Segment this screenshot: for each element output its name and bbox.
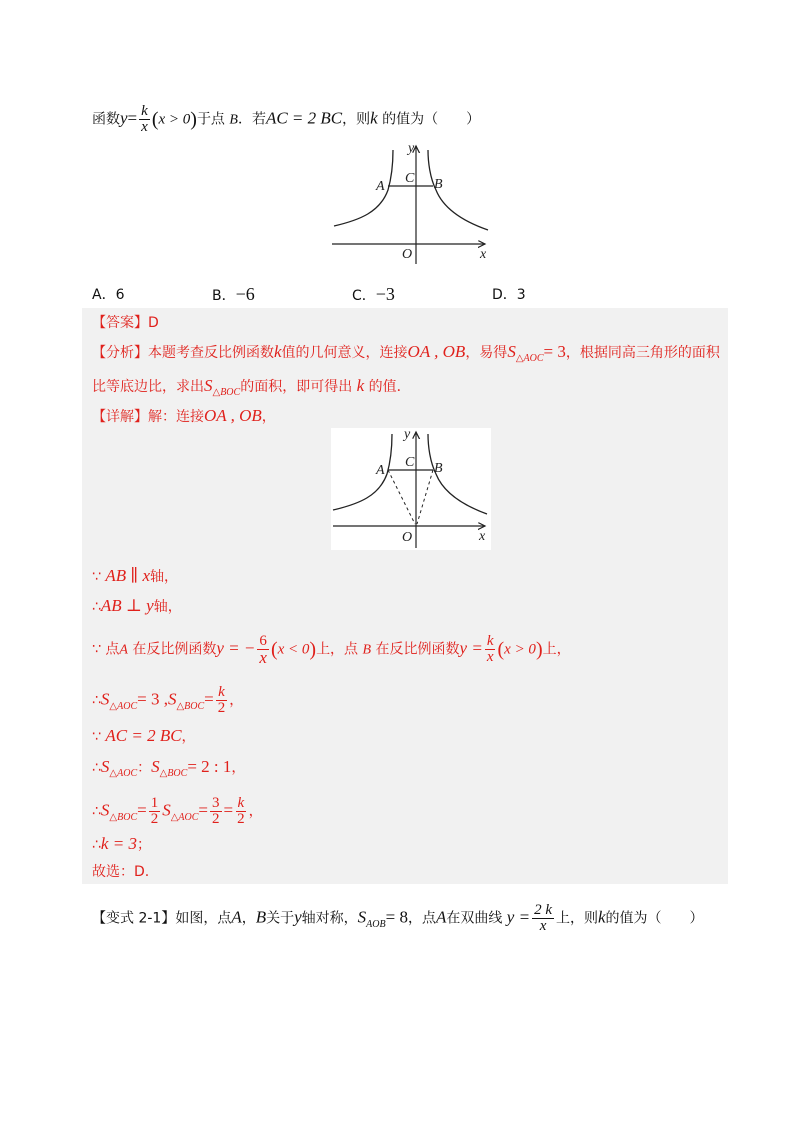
- detail-line-8: ∴k = 3；: [92, 834, 151, 853]
- analysis-line-1: 【分析】本题考查反比例函数k值的几何意义，连接OA , OB，易得$S_{\triangle AOC}= 3$，根据同高三角形的面积: [92, 342, 720, 364]
- option-c[interactable]: C．−3: [352, 284, 395, 304]
- figure-2: [331, 428, 491, 550]
- fraction-k-over-x: $\frac{k}{x}$: [486, 633, 494, 665]
- answer-line: [92, 313, 159, 333]
- final-choice: 故选：D.: [92, 864, 150, 880]
- label-c: C: [405, 455, 415, 470]
- label-a: A: [376, 179, 385, 194]
- question-text: 函数y= $\frac{k}{x}$ (x > 0)于点 B．若AC = 2 BC，则k 的值为（ ）: [92, 103, 481, 135]
- detail-line-4: $\therefore S_{\triangle AOC}= 3$ $,S_{\triangle BOC}=$ $\frac{k}{2}$ ，: [92, 684, 244, 716]
- label-y: y: [408, 141, 415, 156]
- fraction-3-over-2: $\frac{3}{2}$: [212, 795, 220, 827]
- fraction-6-over-x: $\frac{6}{x}$: [259, 633, 267, 667]
- option-d[interactable]: D．3: [492, 287, 526, 303]
- detail-line-7: $\therefore S_{\triangle BOC}=$ $\frac{1}{2}$ $S_{\triangle AOC}=$ $\frac{3}{2}$ = $\frac{k}{2}$ ，: [92, 795, 263, 827]
- label-o: O: [402, 530, 413, 545]
- segment-oa: [388, 470, 415, 524]
- label-b: B: [434, 177, 443, 192]
- detail-line-2: ∴AB ⊥ y轴，: [92, 596, 182, 615]
- fraction-1-over-2: $\frac{1}{2}$: [150, 795, 159, 827]
- variant-question: 【变式 2-1】如图，点A，B关于y轴对称，$S_{AOB}= 8$，点A在双曲线 y = $\frac{2 k}{x}$ 上，则k的值为（ ）: [92, 902, 704, 934]
- question-cond2: AC = 2 BC: [265, 108, 343, 128]
- fraction-k-over-2b: $\frac{k}{2}$: [237, 795, 245, 827]
- func-fraction: [139, 104, 150, 135]
- question-mid: ．若: [237, 111, 266, 128]
- option-a[interactable]: A．6: [92, 287, 125, 303]
- frac-den: x: [141, 119, 148, 135]
- question-tail: ，则: [342, 111, 371, 128]
- figure-1: [330, 140, 492, 265]
- question-end: 的值为（ ）: [382, 111, 481, 128]
- label-c: C: [405, 171, 415, 186]
- func-cond: x > 0: [158, 111, 191, 128]
- detail-line-6: $\therefore S_{\triangle AOC}$：$S_{\triangle BOC}= 2$ : 1，: [92, 757, 246, 779]
- func-y: y: [120, 108, 128, 128]
- detail-line-1: ∵ AB ∥ x轴，: [92, 566, 179, 585]
- label-y: y: [404, 428, 411, 442]
- label-x: x: [479, 529, 486, 544]
- answer-value: D: [148, 315, 159, 331]
- fraction-2k-over-x: $\frac{2 k}{x}$: [534, 902, 552, 934]
- point-b: B: [229, 112, 238, 128]
- label-o: O: [402, 247, 413, 262]
- label-a: A: [376, 463, 385, 478]
- option-b[interactable]: B．−6: [212, 284, 255, 304]
- detail-line-3: ∵ 点A 在反比例函数y = − $\frac{6}{x}$ (x < 0)上，点 B 在反比例函数y = $\frac{k}{x}$ (x > 0)上，: [92, 633, 571, 667]
- label-b: B: [434, 461, 443, 476]
- question-after: 于点: [196, 111, 225, 128]
- analysis-line-2: 比等底边比，求出$S_{\triangle BOC}$的面积，即可得出 k 的值．: [92, 376, 411, 398]
- var-k: k: [370, 108, 378, 128]
- variant-tag: 【变式 2-1】: [92, 910, 176, 927]
- answer-tag: 【答案】: [92, 315, 148, 331]
- label-x: x: [480, 247, 487, 262]
- func-eq: =: [127, 108, 138, 128]
- detail-intro: 【详解】解：连接OA , OB，: [92, 406, 276, 425]
- fraction-k-over-2: $\frac{k}{2}$: [217, 684, 226, 716]
- question-lead: 函数: [92, 111, 120, 128]
- detail-line-5: ∵ AC = 2 BC，: [92, 726, 196, 745]
- frac-num: k: [141, 103, 148, 119]
- segment-ob: [417, 470, 433, 524]
